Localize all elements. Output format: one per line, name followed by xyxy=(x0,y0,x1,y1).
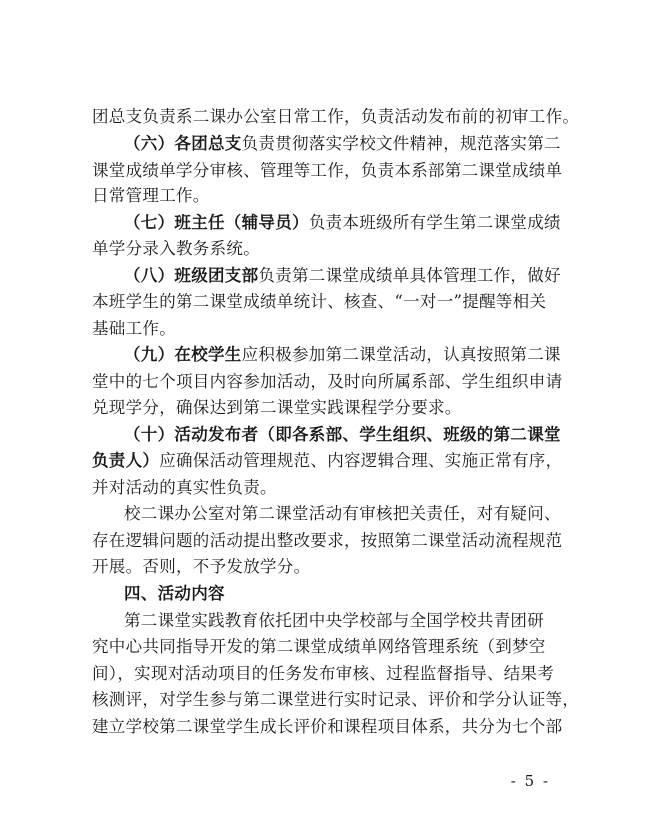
text-line xyxy=(124,504,570,524)
text-line xyxy=(124,213,570,233)
bold-text-segment: （六）各团总支 xyxy=(124,134,242,153)
text-line xyxy=(92,292,570,312)
text-line xyxy=(92,557,570,577)
text-line xyxy=(124,266,570,286)
text-segment: 兑现学分，确保达到第二课堂实践课程学分要求。 xyxy=(92,398,462,417)
text-line xyxy=(92,372,570,392)
text-segment: 应确保活动管理规范、内容逻辑合理、实施正常有序， xyxy=(159,451,563,470)
text-segment: 负责贯彻落实学校文件精神，规范落实第二 xyxy=(241,134,561,153)
text-line xyxy=(124,584,570,604)
bold-text-segment: 负责人） xyxy=(92,451,160,470)
bold-text-segment: （七）班主任（辅导员） xyxy=(124,213,309,232)
text-line xyxy=(124,345,570,365)
text-segment: 单学分录入教务系统。 xyxy=(92,239,260,258)
text-segment: 本班学生的第二课堂成绩单统计、核查、“一对一”提醒等相关 xyxy=(92,292,547,311)
text-line xyxy=(92,186,570,206)
text-line xyxy=(124,134,570,154)
bold-text-segment: （九）在校学生 xyxy=(124,345,242,364)
text-line xyxy=(92,451,570,471)
text-segment: 间），实现对活动项目的任务发布审核、过程监督指导、结果考 xyxy=(92,664,555,683)
bold-text-segment: （八）班级团支部 xyxy=(124,266,259,285)
text-segment: 团总支负责系二课办公室日常工作，负责活动发布前的初审工作。 xyxy=(92,107,580,126)
text-segment: 堂中的七个项目内容参加活动，及时向所属系部、学生组织申请 xyxy=(92,372,563,391)
text-segment: 负责第二课堂成绩单具体管理工作，做好 xyxy=(258,266,561,285)
text-line xyxy=(124,611,570,631)
text-line xyxy=(92,239,570,259)
text-segment: 存在逻辑问题的活动提出整改要求，按照第二课堂活动流程规范 xyxy=(92,531,563,550)
text-line xyxy=(92,398,570,418)
text-segment: 课堂成绩单学分审核、管理等工作，负责本系部第二课堂成绩单 xyxy=(92,161,563,180)
text-segment: 核测评，对学生参与第二课堂进行实时记录、评价和学分认证等， xyxy=(92,690,580,709)
text-segment: 第二课堂实践教育依托团中央学校部与全国学校共青团研 xyxy=(124,611,544,630)
text-segment: 并对活动的真实性负责。 xyxy=(92,478,277,497)
page-number: - 5 - xyxy=(510,772,550,790)
text-line xyxy=(124,425,570,445)
text-segment: 负责本班级所有学生第二课堂成绩 xyxy=(308,213,561,232)
text-line xyxy=(92,637,570,657)
text-line xyxy=(92,478,570,498)
text-segment: 究中心共同指导开发的第二课堂成绩单网络管理系统（到梦空 xyxy=(92,637,546,656)
bold-text-segment: 四、活动内容 xyxy=(124,584,225,603)
text-segment: 日常管理工作。 xyxy=(92,186,210,205)
text-line xyxy=(92,161,570,181)
text-segment: 应积极参加第二课堂活动，认真按照第二课 xyxy=(241,345,561,364)
text-segment: 基础工作。 xyxy=(92,319,176,338)
text-line xyxy=(92,690,580,710)
text-line xyxy=(92,319,570,339)
text-segment: 校二课办公室对第二课堂活动有审核把关责任，对有疑问、 xyxy=(124,504,561,523)
text-line xyxy=(92,531,570,551)
text-segment: 开展。否则，不予发放学分。 xyxy=(92,557,311,576)
text-line xyxy=(92,664,570,684)
bold-text-segment: （十）活动发布者（即各系部、学生组织、班级的第二课堂 xyxy=(124,425,561,444)
text-line xyxy=(92,717,570,737)
text-segment: 建立学校第二课堂学生成长评价和课程项目体系，共分为七个部 xyxy=(92,717,563,736)
text-line xyxy=(92,107,580,127)
